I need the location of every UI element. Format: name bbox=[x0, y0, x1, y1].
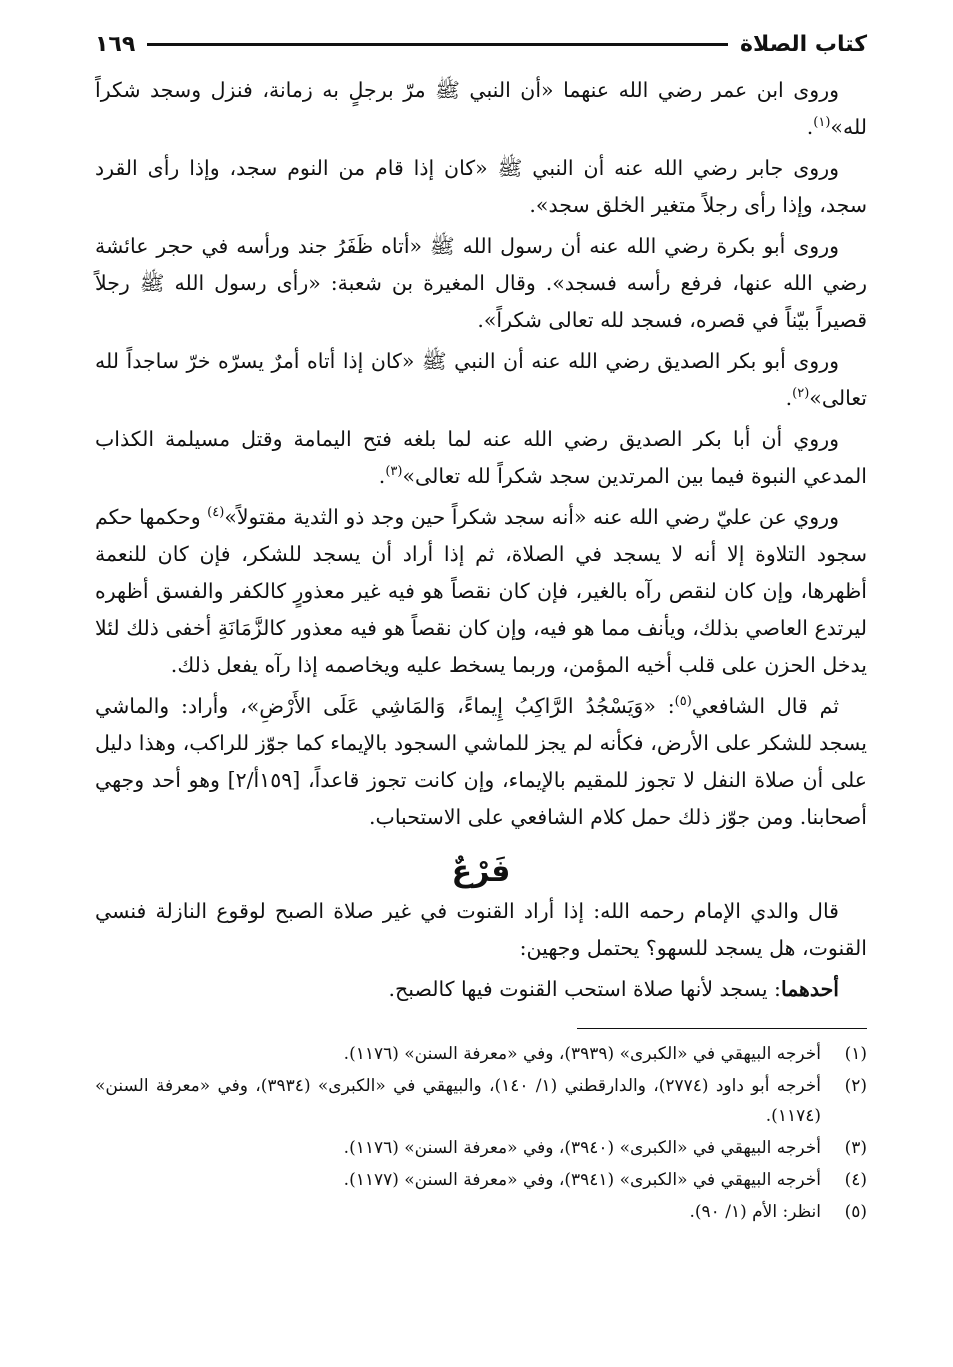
footnote bbox=[95, 1165, 867, 1195]
footnote-ref: (٥) bbox=[674, 694, 692, 710]
footnote-number: (١) bbox=[844, 1044, 867, 1064]
header-rule bbox=[147, 43, 728, 46]
footnote-text: أخرجه البيهقي في «الكبرى» (٣٩٣٩)، وفي «معرفة السنن» (١١٧٦). bbox=[343, 1044, 821, 1064]
footnote-ref: (٤) bbox=[207, 505, 225, 521]
footnote bbox=[95, 1133, 867, 1163]
section-heading: فَرْعٌ bbox=[451, 854, 511, 889]
book-page bbox=[95, 22, 867, 1229]
footnote-number: (٤) bbox=[844, 1170, 867, 1190]
footnote-ref: (٢) bbox=[792, 386, 810, 402]
footnote bbox=[95, 1039, 867, 1069]
footnote-number: (٢) bbox=[844, 1076, 867, 1096]
footnote bbox=[95, 1197, 867, 1227]
chapter-title: كتاب الصلاة bbox=[740, 31, 867, 57]
footnote-text: أخرجه أبو داود (٢٧٧٤)، والدارقطني (١/ ١٤٠)، والبيهقي في «الكبرى» (٣٩٣٤)، وفي «معرفة السنن» (١١٧٤). bbox=[95, 1076, 821, 1126]
section-first-point: أحدهما: يسجد لأنها صلاة استحب القنوت فيها كالصبح. bbox=[388, 977, 839, 1001]
footnote-number: (٥) bbox=[844, 1202, 867, 1222]
footnotes bbox=[95, 1039, 867, 1227]
footnote bbox=[95, 1071, 867, 1131]
footnote-ref: (٣) bbox=[385, 464, 403, 480]
paragraph: وروي أن أبا بكر الصديق رضي الله عنه لما بلغه فتح اليمامة وقتل مسيلمة الكذاب المدعي النبوة فيما بين المرتدين سجد شكراً لله تعالى»$^{(٣)}$. bbox=[95, 427, 867, 488]
paragraph: وروي عن عليّ رضي الله عنه «أنه سجد شكراً حين وجد ذو الثدية مقتولاً»$^{(٤)}$ وحكمها حكم سجود التلاوة إلا أنه لا يسجد في الصلاة، ثم إذا أراد أن يسجد للشكر، فإن كان للنعمة أظهرها، وإن كان لنقص رآه بالغير، فإن كان نقصاً هو فيه غير معذورٍ كالكفر والفسق أظهره ليرتدع العاصي بذلك، ويأنف مما هو فيه، وإن كان نقصاً هو فيه معذور كالزَّمَانَةِ أخفى ذلك لئلا يدخل الحزن على قلب أخيه المؤمن، وربما يسخط عليه ويخاصمه إذا رآه يفعل ذلك. bbox=[95, 505, 867, 677]
paragraph: وروى أبو بكرة رضي الله عنه أن رسول الله ﷺ «أتاه ظَفَرُ جند ورأسه في حجر عائشة رضي الله عنها، فرفع رأسه فسجد». وقال المغيرة بن شعبة: «رأى رسول الله ﷺ رجلاً قصيراً بيّناً في قصره، فسجد لله تعالى شكراً». bbox=[95, 234, 867, 332]
paragraph: وروى أبو بكر الصديق رضي الله عنه أن النبي ﷺ «كان إذا أتاه أمرٌ يسرّه خرّ ساجداً لله تعالى»$^{(٢)}$. bbox=[95, 349, 867, 410]
term-label: أحدهما bbox=[780, 977, 839, 1001]
footnote-ref: (١) bbox=[813, 115, 831, 131]
page-number: ١٦٩ bbox=[95, 31, 136, 57]
footnote-text: أخرجه البيهقي في «الكبرى» (٣٩٤١)، وفي «معرفة السنن» (١١٧٧). bbox=[343, 1170, 821, 1190]
footnote-separator bbox=[577, 1028, 867, 1029]
footnote-text: أخرجه البيهقي في «الكبرى» (٣٩٤٠)، وفي «معرفة السنن» (١١٧٦). bbox=[343, 1138, 821, 1158]
paragraph: ثم قال الشافعي$^{(٥)}$: «وَيَسْجُدُ الرَّاكِبُ إِيماءً، وَالمَاشِي عَلَى الأَرْضِ»، وأراد: والماشي يسجد للشكر على الأرض، فكأنه لم يجز للماشي السجود بالإيماء كما جوّز للراكب، وهذا دليل على أن صلاة النفل لا تجوز للمقيم بالإيماء، وإن كانت تجوز قاعداً، [١٥٩أ/٢] وهو أحد وجهي أصحابنا. ومن جوّز ذلك حمل كلام الشافعي على الاستحباب. bbox=[95, 694, 867, 829]
paragraph: وروى ابن عمر رضي الله عنهما «أن النبي ﷺ مرّ برجلٍ به زمانة، فنزل وسجد شكراً لله»$^{(١)}$. bbox=[95, 78, 867, 139]
footnote-text: انظر: الأم (١/ ٩٠). bbox=[689, 1202, 821, 1222]
main-text bbox=[95, 72, 867, 1008]
section-paragraph: قال والدي الإمام رحمه الله: إذا أراد القنوت في غير صلاة الصبح لوقوع النازلة فنسي القنوت، هل يسجد للسهو؟ يحتمل وجهين: bbox=[95, 899, 867, 960]
footnote-number: (٣) bbox=[844, 1138, 867, 1158]
paragraph: وروى جابر رضي الله عنه أن النبي ﷺ «كان إذا قام من النوم سجد، وإذا رأى القرد سجد، وإذا رأى رجلاً متغير الخلق سجد». bbox=[95, 156, 867, 217]
running-header bbox=[95, 22, 867, 66]
